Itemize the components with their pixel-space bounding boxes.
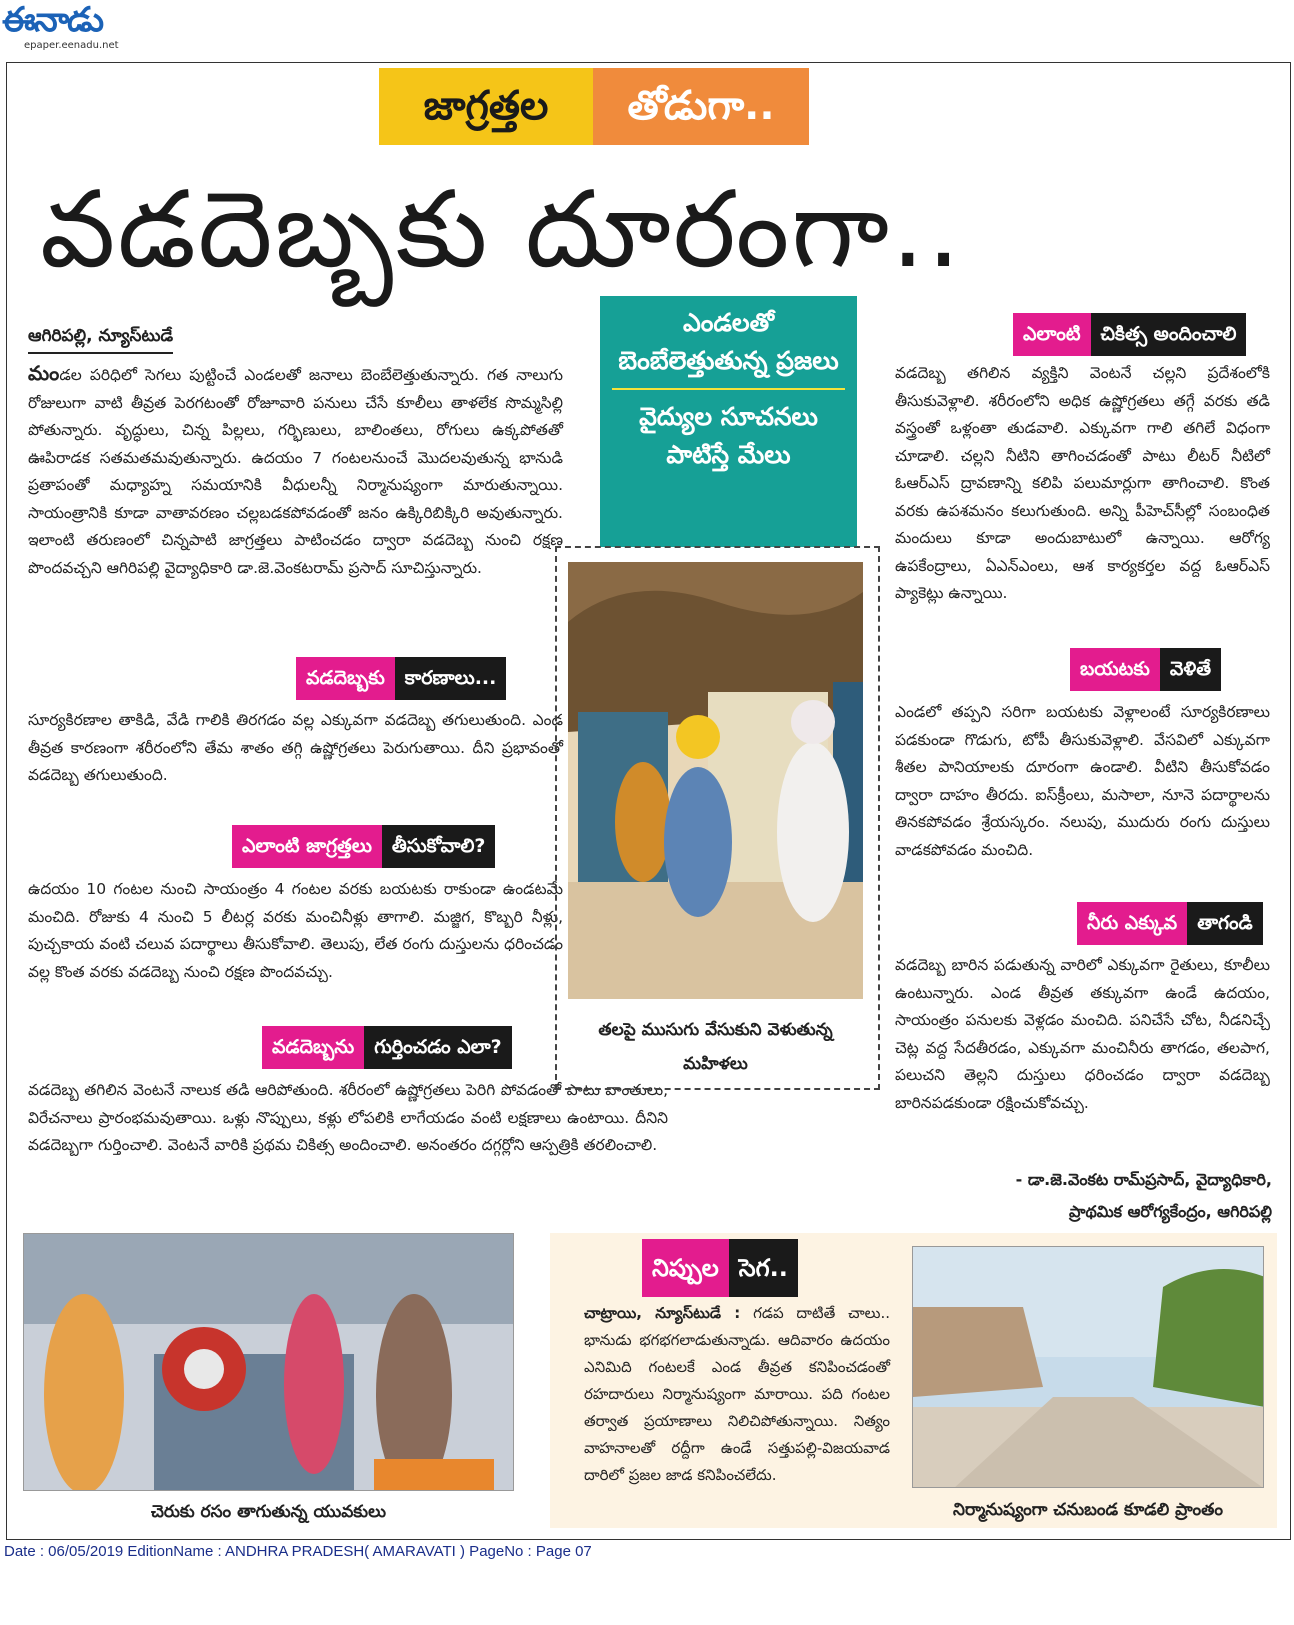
heading-precautions-part2: తీసుకోవాలి? xyxy=(382,825,496,868)
photo-women-walking xyxy=(568,562,863,999)
teal-line1: ఎండలతో బెంబేలెత్తుతున్న ప్రజలు xyxy=(618,308,839,375)
heading-water xyxy=(1077,902,1263,945)
eenadu-logo[interactable] xyxy=(2,2,137,54)
heading-nippula-part2: సెగ.. xyxy=(729,1239,798,1297)
heading-going-out-part1: బయటకు xyxy=(1070,648,1160,691)
heading-identify-part2: గుర్తించడం ఎలా? xyxy=(364,1026,511,1069)
photo-sugarcane-juice xyxy=(23,1233,514,1491)
attribution-line1: - డా.జె.వెంకట రామ్‌ప్రసాద్, వైద్యాధికారి, xyxy=(1015,1170,1272,1189)
heading-causes xyxy=(296,657,506,700)
heading-identify-part1: వడదెబ్బను xyxy=(262,1026,364,1069)
drop-cap: మం xyxy=(28,361,60,385)
edition-footer: Date : 06/05/2019 EditionName : ANDHRA PRADESH( AMARAVATI ) PageNo : Page 07 xyxy=(4,1543,592,1560)
heading-going-out xyxy=(1070,648,1221,691)
intro-paragraph xyxy=(28,360,563,582)
headline: వడదెబ్బకు దూరంగా.. xyxy=(40,168,963,291)
nippula-text: గడప దాటితే చాలు.. భానుడు భగభగలాడుతున్నాడు. ఆదివారం ఉదయం ఎనిమిది గంటలకే ఎండ తీవ్రత కనిపించడంతో రహదారులు నిర్మానుష్యంగా మారాయి. పది గంటల తర్వాత ప్రయాణాలు నిలిచిపోతున్నాయి. నిత్యం వాహనాలతో రద్దీగా ఉండే సత్తుపల్లి-విజయవాడ దారిలో ప్రజల జాడ కనిపించలేదు. xyxy=(584,1304,890,1484)
causes-paragraph: సూర్యకిరణాల తాకిడి, వేడి గాలికి తిరగడం వల్ల ఎక్కువగా వడదెబ్బ తగులుతుంది. ఎండ తీవ్రత కారణంగా శరీరంలోని తేమ శాతం తగ్గి ఉష్ణోగ్రతలు పెరుగుతాయి. దీని ప్రభావంతో వడదెబ్బ తగులుతుంది. xyxy=(28,711,563,784)
kicker-part2: తోడుగా.. xyxy=(593,68,809,145)
teal-line2: వైద్యుల సూచనలు పాటిస్తే మేలు xyxy=(639,402,818,469)
precautions-paragraph: ఉదయం 10 గంటల నుంచి సాయంత్రం 4 గంటల వరకు బయటకు రాకుండా ఉండటమే మంచిది. రోజుకు 4 నుంచి 5 లీటర్ల వరకు మంచినీళ్లు తాగాలి. మజ్జిగ, కొబ్బరి నీళ్లు, పుచ్చకాయ వంటి చలువ పదార్థాలు తీసుకోవాలి. తెలుపు, లేత రంగు దుస్తులను ధరించడం వల్ల కొంత వరకు వడదెబ్బ నుంచి రక్షణ పొందవచ్చు. xyxy=(28,880,563,981)
photo3-caption: నిర్మానుష్యంగా చనుబండ కూడలి ప్రాంతం xyxy=(953,1500,1223,1520)
photo1-caption: తలపై ముసుగు వేసుకుని వెళుతున్న మహిళలు xyxy=(598,1020,833,1074)
heading-precautions xyxy=(232,825,495,868)
teal-highlight-box xyxy=(600,296,857,547)
heading-treatment-part1: ఎలాంటి xyxy=(1013,313,1091,356)
heading-treatment-part2: చికిత్స అందించాలి xyxy=(1091,313,1247,356)
heading-going-out-part2: వెళితే xyxy=(1160,648,1221,691)
heading-causes-part2: కారణాలు... xyxy=(395,657,507,700)
kicker xyxy=(379,68,809,145)
heading-water-part2: తాగండి xyxy=(1187,902,1263,945)
heading-nippula xyxy=(642,1239,798,1297)
going-out-paragraph: ఎండలో తప్పని సరిగా బయటకు వెళ్లాలంటే సూర్యకిరణాలు పడకుండా గొడుగు, టోపీ తీసుకువెళ్లాలి. వేసవిలో ఎక్కువగా శీతల పానియాలకు దూరంగా ఉండాలి. వీటిని తీసుకోవడం ద్వారా దాహం తీరదు. ఐస్‌క్రీంలు, మసాలా, నూనె పదార్థాలను తినకపోవడం శ్రేయస్కరం. నలుపు, ముదురు రంగు దుస్తులు వాడకపోవడం మంచిది. xyxy=(895,703,1270,859)
heading-causes-part1: వడదెబ్బకు xyxy=(296,657,395,700)
identify-paragraph: వడదెబ్బ తగిలిన వెంటనే నాలుక తడి ఆరిపోతుంది. శరీరంలో ఉష్ణోగ్రతలు పెరిగి పోవడంతో పాటు వాంతులు, విరేచనాలు ప్రారంభమవుతాయి. ఒళ్లు నొప్పులు, కళ్లు లోపలికి లాగేయడం వంటి లక్షణాలు ఉంటాయి. దీనిని వడదెబ్బగా గుర్తించాలి. వెంటనే వారికి ప్రథమ చికిత్స అందించాలి. అనంతరం దగ్గర్లోని ఆస్పత్రికి తరలించాలి. xyxy=(28,1081,668,1154)
heading-identify xyxy=(262,1026,512,1069)
kicker-part1: జాగ్రత్తల xyxy=(379,68,593,145)
nippula-paragraph xyxy=(584,1300,890,1489)
attribution-line2: ప్రాథమిక ఆరోగ్యకేంద్రం, ఆగిరిపల్లి xyxy=(1068,1202,1272,1221)
treatment-paragraph: వడదెబ్బ తగిలిన వ్యక్తిని వెంటనే చల్లని ప్రదేశంలోకి తీసుకువెళ్లాలి. శరీరంలోని అధిక ఉష్ణోగ్రతలు తగ్గే వరకు తడి వస్త్రంతో ఒళ్లంతా తుడవాలి. ఎక్కువగా గాలి తగిలే విధంగా చూడాలి. చల్లని నీటిని తాగించడంతో పాటు లీటర్ నీటిలో ఓఆర్‌ఎస్ ద్రావణాన్ని కలిపి పలుమార్లుగా తాగించాలి. కొంత వరకు ఉపశమనం కలుగుతుంది. అన్ని పీహెచ్‌సీల్లో సంబంధిత మందులు కూడా అందుబాటులో ఉన్నాయి. ఆరోగ్య ఉపకేంద్రాలు, ఏఎన్‌ఎంలు, ఆశ కార్యకర్తల వద్ద ఓఆర్‌ఎస్ ప్యాకెట్లు ఉన్నాయి. xyxy=(895,364,1270,602)
heading-water-part1: నీరు ఎక్కువ xyxy=(1077,902,1187,945)
byline: ఆగిరిపల్లి, న్యూస్‌టుడే xyxy=(28,326,173,354)
water-paragraph: వడదెబ్బ బారిన పడుతున్న వారిలో ఎక్కువగా రైతులు, కూలీలు ఉంటున్నారు. ఎండ తీవ్రత తక్కువగా ఉండే ఉదయం, సాయంత్రం పనులకు వెళ్లడం మంచిది. పనిచేసే చోట, నీడనిచ్చే చెట్ల వద్ద సేదతీరడం, ఎక్కువగా మంచినీరు తాగడం, తలపాగ, పలుచని తెల్లని దుస్తులు ధరించడం ద్వారా వడదెబ్బ బారినపడకుండా రక్షించుకోవచ్చు. xyxy=(895,956,1270,1112)
nippula-byline: చాట్రాయి, న్యూస్‌టుడే : xyxy=(584,1304,741,1322)
heading-precautions-part1: ఎలాంటి జాగ్రత్తలు xyxy=(232,825,382,868)
photo2-caption: చెరుకు రసం తాగుతున్న యువకులు xyxy=(150,1502,386,1522)
heading-nippula-part1: నిప్పుల xyxy=(642,1239,729,1297)
heading-treatment xyxy=(1013,313,1246,356)
teal-divider xyxy=(612,388,845,390)
doctor-attribution xyxy=(932,1164,1272,1228)
intro-text: డల పరిధిలో సెగలు పుట్టించే ఎండలతో జనాలు బెంబేలెత్తుతున్నారు. గత నాలుగు రోజులుగా వాటి తీవ్రత పెరగటంతో రోజూవారి పనులు చేసే కూలీలు తాళలేక సొమ్మసిల్లి పోతున్నారు. వృద్ధులు, చిన్న పిల్లలు, గర్భిణులు, బాలింతలు, రోగులు ఉక్కపోతతో ఊపిరాడక సతమతమవుతున్నారు. ఉదయం 7 గంటలనుంచే మొదలవుతున్న భానుడి ప్రతాపంతో మధ్యాహ్న సమయానికి వీధులన్నీ నిర్మానుష్యంగా మారుతున్నాయి. సాయంత్రానికి కూడా వాతావరణం చల్లబడకపోవడంతో జనం ఉక్కిరిబిక్కిరి అవుతున్నారు. ఇలాంటి తరుణంలో చిన్నపాటి జాగ్రత్తలు పాటించడం ద్వారా వడదెబ్బ నుంచి రక్షణ పొందవచ్చని ఆగిరిపల్లి వైద్యాధికారి డా.జె.వెంకటరామ్ ప్రసాద్ సూచిస్తున్నారు. xyxy=(28,366,563,577)
logo-url: epaper.eenadu.net xyxy=(24,40,119,51)
logo-text: ఈనాడు xyxy=(2,0,103,40)
photo-empty-junction xyxy=(912,1246,1264,1488)
